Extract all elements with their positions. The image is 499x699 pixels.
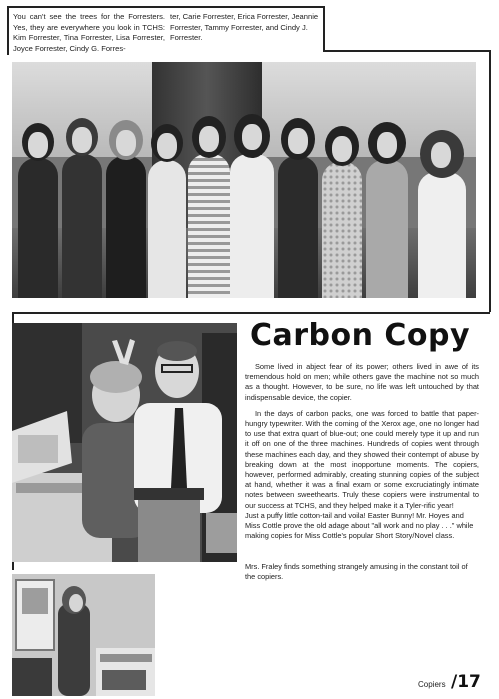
group-photo (12, 62, 476, 298)
fraley-photo (12, 574, 155, 696)
small-photo-caption: Mrs. Fraley finds something strangely amusing in the constant toil of the copiers. (245, 562, 468, 582)
copier-photo (12, 323, 237, 562)
photo-frame-right (489, 50, 491, 312)
article-paragraph: In the days of carbon packs, one was forced to battle that paper-hungry typewriter. With the coming of the Xerox age, one no longer had to use that extra quart of blue-out; one could merely type it up and run it off on one of the three machines. Hundreds of copies went through these machines each day, and they showed their contempt of abuse by breaking down at the most inopportune moments. The copiers, however, performed admirably, creating stunning copies of the subject at hand, whether it was a final exam or some excruciatingly intimate notes between sweethearts. Truly these copiers were instrumental to our success at TCHS, and they helped make it a Tyler-rific year! (245, 408, 479, 510)
caption-box-step (323, 50, 491, 52)
article-title: Carbon Copy (249, 318, 471, 353)
article-paragraph: Some lived in abject fear of its power; others lived in awe of its tremendous hold on men; while others gave the machine not so much as a thought. However, to be sure, no life was left untouched by that indispensable device, the copier. (245, 362, 479, 402)
caption-box-border-right (323, 6, 325, 50)
copier-photo-caption: Just a puffy little cotton-tail and voila! Easter Bunny! Mr. Hoyes and Miss Cottle prove the old adage about "all work and no play . . ." while making copies for Miss Cottle's popular Short Story/Novel class. (245, 511, 474, 541)
section-frame-top (12, 312, 490, 314)
top-caption-col1: You can't see the trees for the Forresters. Yes, they are everywhere you look in TCHS: Kim Forrester, Tina Forrester, Lisa Forrester, Joyce Forrester, Cindy G. Forres- (13, 12, 165, 53)
article-body (245, 362, 479, 517)
top-caption-col2: ter, Carie Forrester, Erica Forrester, Jeannie Forrester, Tammy Forrester, and Cindy J. Forrester. (170, 12, 319, 42)
footer-section-label: Copiers (418, 680, 446, 689)
page-number: /17 (451, 672, 481, 692)
